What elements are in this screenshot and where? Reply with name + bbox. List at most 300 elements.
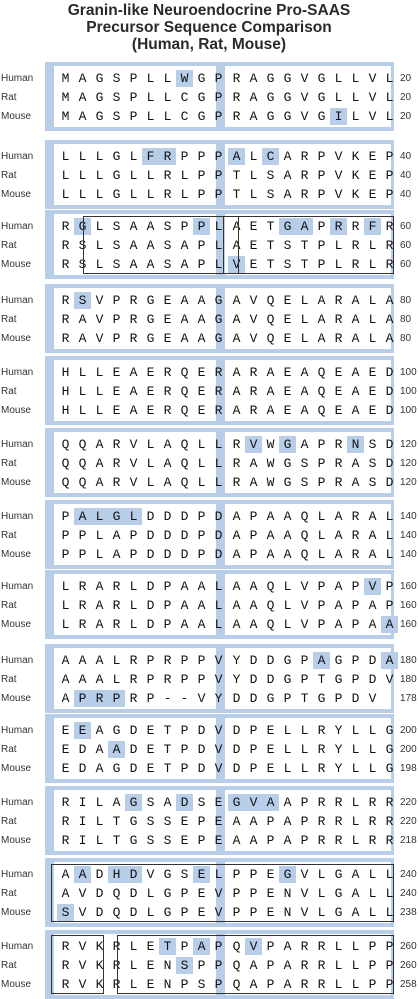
amino-acid: P (197, 958, 206, 973)
amino-acid: D (214, 509, 223, 524)
amino-acid: E (368, 384, 377, 399)
amino-acid: V (129, 437, 138, 452)
amino-acid: L (214, 598, 223, 613)
amino-acid: R (249, 384, 258, 399)
amino-acid: D (197, 723, 206, 738)
amino-acid: P (180, 653, 189, 668)
amino-acid: P (300, 833, 309, 848)
amino-acid: A (180, 238, 189, 253)
amino-acid: A (61, 653, 70, 668)
amino-acid: L (129, 617, 138, 632)
amino-acid: L (146, 456, 155, 471)
amino-acid: K (351, 149, 360, 164)
amino-acid: Q (78, 437, 87, 452)
amino-acid: E (197, 886, 206, 901)
figure-title (0, 2, 418, 53)
amino-acid: L (78, 168, 87, 183)
amino-acid: A (385, 312, 394, 327)
amino-acid: Y (334, 723, 343, 738)
amino-acid: V (146, 867, 155, 882)
amino-acid: L (368, 312, 377, 327)
amino-acid: D (146, 547, 155, 562)
position-number: 160 (400, 600, 417, 611)
amino-acid: A (266, 528, 275, 543)
amino-acid: L (214, 257, 223, 272)
amino-acid: R (368, 795, 377, 810)
amino-acid: V (78, 939, 87, 954)
amino-acid: E (266, 867, 275, 882)
amino-acid: R (300, 187, 309, 202)
amino-acid: E (112, 365, 121, 380)
amino-acid: R (334, 331, 343, 346)
amino-acid: P (180, 742, 189, 757)
amino-acid: Q (266, 293, 275, 308)
amino-acid: A (249, 90, 258, 105)
amino-acid: A (283, 833, 292, 848)
amino-acid: G (317, 71, 326, 86)
amino-acid: D (163, 547, 172, 562)
amino-acid: A (262, 794, 279, 811)
amino-acid: P (351, 598, 360, 613)
amino-acid: P (249, 547, 258, 562)
amino-acid: A (351, 905, 360, 920)
amino-acid: R (129, 331, 138, 346)
alignment-block (0, 930, 418, 999)
amino-acid: V (95, 312, 104, 327)
position-number: 120 (400, 439, 417, 450)
amino-acid: D (385, 403, 394, 418)
amino-acid: P (300, 795, 309, 810)
amino-acid: G (129, 833, 138, 848)
amino-acid: L (112, 653, 121, 668)
amino-acid: D (95, 886, 104, 901)
amino-acid: V (300, 886, 309, 901)
amino-acid: P (232, 867, 241, 882)
amino-acid: L (385, 109, 394, 124)
amino-acid: E (112, 403, 121, 418)
amino-acid: P (249, 761, 258, 776)
amino-acid: L (351, 90, 360, 105)
amino-acid: K (351, 187, 360, 202)
amino-acid: V (129, 475, 138, 490)
amino-acid: P (214, 939, 223, 954)
amino-acid: P (180, 219, 189, 234)
amino-acid: P (266, 833, 275, 848)
amino-acid: L (351, 814, 360, 829)
species-label: Mouse (1, 111, 32, 122)
amino-acid: A (232, 403, 241, 418)
amino-acid: L (129, 598, 138, 613)
position-number: 238 (400, 907, 417, 918)
amino-acid: L (78, 187, 87, 202)
amino-acid: V (300, 598, 309, 613)
amino-acid: P (146, 653, 155, 668)
amino-acid: V (300, 109, 309, 124)
amino-acid: L (95, 384, 104, 399)
amino-acid: L (163, 90, 172, 105)
amino-acid: L (146, 71, 155, 86)
amino-acid: E (197, 384, 206, 399)
amino-acid: P (351, 579, 360, 594)
amino-acid: V (78, 977, 87, 992)
amino-acid: L (385, 90, 394, 105)
amino-acid: H (108, 866, 125, 883)
amino-acid: G (146, 293, 155, 308)
amino-acid: A (78, 312, 87, 327)
amino-acid: E (197, 365, 206, 380)
amino-acid: L (95, 187, 104, 202)
species-label: Mouse (1, 693, 32, 704)
amino-acid: G (334, 653, 343, 668)
amino-acid: G (146, 312, 155, 327)
amino-acid: F (364, 218, 381, 235)
amino-acid: T (163, 761, 172, 776)
amino-acid: P (78, 528, 87, 543)
amino-acid: A (368, 547, 377, 562)
amino-acid: P (317, 219, 326, 234)
amino-acid: E (146, 977, 155, 992)
amino-acid: L (300, 293, 309, 308)
amino-acid: - (163, 691, 172, 706)
amino-acid: P (249, 742, 258, 757)
amino-acid: A (249, 71, 258, 86)
amino-acid: Q (61, 456, 70, 471)
amino-acid: S (300, 456, 309, 471)
amino-acid: R (368, 814, 377, 829)
amino-acid: L (334, 939, 343, 954)
amino-acid: P (197, 833, 206, 848)
amino-acid: P (249, 867, 258, 882)
amino-acid: E (197, 403, 206, 418)
amino-acid: Q (78, 475, 87, 490)
amino-acid: L (317, 509, 326, 524)
amino-acid: A (232, 598, 241, 613)
amino-acid: P (300, 653, 309, 668)
amino-acid: G (125, 794, 142, 811)
amino-acid: L (95, 833, 104, 848)
amino-acid: A (266, 547, 275, 562)
amino-acid: G (266, 71, 275, 86)
amino-acid: S (112, 238, 121, 253)
amino-acid: R (334, 293, 343, 308)
amino-acid: V (368, 109, 377, 124)
position-number: 120 (400, 477, 417, 488)
amino-acid: R (317, 958, 326, 973)
amino-acid: P (163, 598, 172, 613)
amino-acid: D (214, 547, 223, 562)
amino-acid: A (334, 509, 343, 524)
title-line-2: Precursor Sequence Comparison (86, 19, 332, 36)
amino-acid: E (146, 761, 155, 776)
amino-acid: D (129, 723, 138, 738)
amino-acid: A (232, 365, 241, 380)
amino-acid: E (146, 958, 155, 973)
amino-acid: P (317, 475, 326, 490)
amino-acid: P (317, 257, 326, 272)
amino-acid: G (385, 742, 394, 757)
amino-acid: W (266, 475, 275, 490)
amino-acid: D (368, 653, 377, 668)
species-label: Rat (1, 386, 17, 397)
amino-acid: G (317, 109, 326, 124)
amino-acid: V (214, 723, 223, 738)
amino-acid: P (385, 977, 394, 992)
amino-acid: S (163, 238, 172, 253)
amino-acid: E (283, 365, 292, 380)
species-label: Human (1, 797, 34, 808)
amino-acid: V (300, 905, 309, 920)
amino-acid: A (300, 403, 309, 418)
alignment-block (0, 786, 418, 855)
species-label: Rat (1, 530, 17, 541)
amino-acid: A (334, 598, 343, 613)
amino-acid: D (146, 617, 155, 632)
amino-acid: V (95, 293, 104, 308)
amino-acid: R (300, 958, 309, 973)
amino-acid: P (193, 218, 210, 235)
amino-acid: D (163, 509, 172, 524)
amino-acid: S (112, 257, 121, 272)
amino-acid: L (214, 456, 223, 471)
amino-acid: G (163, 886, 172, 901)
amino-acid: A (283, 795, 292, 810)
amino-acid: A (351, 384, 360, 399)
amino-acid: Q (61, 475, 70, 490)
amino-acid: E (283, 312, 292, 327)
amino-acid: V (245, 938, 262, 955)
amino-acid: E (266, 905, 275, 920)
amino-acid: T (163, 742, 172, 757)
amino-acid: A (368, 617, 377, 632)
amino-acid: E (334, 365, 343, 380)
amino-acid: L (180, 168, 189, 183)
amino-acid: Q (232, 958, 241, 973)
amino-acid: D (180, 528, 189, 543)
amino-acid: R (61, 238, 70, 253)
amino-acid: L (368, 867, 377, 882)
amino-acid: L (283, 761, 292, 776)
amino-acid: A (95, 579, 104, 594)
amino-acid: L (385, 886, 394, 901)
amino-acid: I (78, 795, 87, 810)
amino-acid: A (351, 867, 360, 882)
amino-acid: L (163, 71, 172, 86)
amino-acid: L (61, 617, 70, 632)
amino-acid: L (214, 617, 223, 632)
amino-acid: R (351, 257, 360, 272)
position-number: 200 (400, 725, 417, 736)
amino-acid: P (385, 149, 394, 164)
amino-acid: A (129, 257, 138, 272)
amino-acid: V (245, 436, 262, 453)
amino-acid: R (249, 365, 258, 380)
position-number: 140 (400, 530, 417, 541)
amino-acid: L (351, 71, 360, 86)
position-number: 160 (400, 619, 417, 630)
amino-acid: P (180, 149, 189, 164)
amino-acid: A (163, 475, 172, 490)
amino-acid: P (266, 814, 275, 829)
amino-acid: A (249, 617, 258, 632)
amino-acid: G (317, 90, 326, 105)
amino-acid: A (334, 547, 343, 562)
amino-acid: L (334, 90, 343, 105)
species-label: Human (1, 151, 34, 162)
amino-acid: L (146, 109, 155, 124)
amino-acid: P (78, 547, 87, 562)
amino-acid: L (95, 814, 104, 829)
amino-acid: L (95, 403, 104, 418)
position-number: 100 (400, 367, 417, 378)
amino-acid: L (334, 71, 343, 86)
amino-acid: P (334, 691, 343, 706)
amino-acid: T (300, 238, 309, 253)
amino-acid: L (300, 723, 309, 738)
amino-acid: R (112, 475, 121, 490)
amino-acid: E (180, 814, 189, 829)
amino-acid: A (249, 814, 258, 829)
amino-acid: G (95, 109, 104, 124)
amino-acid: G (317, 691, 326, 706)
amino-acid: E (112, 384, 121, 399)
position-number: 40 (400, 151, 412, 162)
amino-acid: V (214, 742, 223, 757)
amino-acid: L (385, 905, 394, 920)
amino-acid: S (146, 795, 155, 810)
amino-acid: E (368, 168, 377, 183)
amino-acid: I (78, 814, 87, 829)
amino-acid: D (95, 867, 104, 882)
amino-acid: - (180, 691, 189, 706)
amino-acid: R (317, 939, 326, 954)
amino-acid: P (317, 187, 326, 202)
position-number: 40 (400, 170, 412, 181)
amino-acid: S (163, 814, 172, 829)
amino-acid: R (129, 691, 138, 706)
alignment-block (0, 210, 418, 279)
position-number: 100 (400, 386, 417, 397)
amino-acid: L (129, 168, 138, 183)
amino-acid: V (214, 905, 223, 920)
amino-acid: P (197, 257, 206, 272)
amino-acid: L (61, 579, 70, 594)
amino-acid: P (146, 691, 155, 706)
amino-acid: R (317, 833, 326, 848)
species-label: Human (1, 295, 34, 306)
amino-acid: R (334, 795, 343, 810)
amino-acid: Y (334, 742, 343, 757)
amino-acid: L (368, 742, 377, 757)
alignment-block (0, 140, 418, 209)
species-label: Human (1, 221, 34, 232)
amino-acid: G (214, 312, 223, 327)
amino-acid: L (197, 456, 206, 471)
amino-acid: C (180, 90, 189, 105)
amino-acid: D (95, 905, 104, 920)
amino-acid: A (129, 219, 138, 234)
alignment-block (0, 428, 418, 497)
amino-acid: A (249, 598, 258, 613)
amino-acid: S (180, 867, 189, 882)
amino-acid: R (232, 90, 241, 105)
amino-acid: P (129, 90, 138, 105)
amino-acid: R (78, 617, 87, 632)
amino-acid: L (61, 149, 70, 164)
amino-acid: L (112, 672, 121, 687)
amino-acid: L (300, 331, 309, 346)
amino-acid: D (146, 528, 155, 543)
position-number: 100 (400, 405, 417, 416)
amino-acid: A (249, 456, 258, 471)
amino-acid: P (317, 149, 326, 164)
amino-acid: E (146, 939, 155, 954)
amino-acid: G (385, 723, 394, 738)
amino-acid: S (78, 257, 87, 272)
amino-acid: R (61, 293, 70, 308)
amino-acid: D (351, 691, 360, 706)
species-label: Human (1, 581, 34, 592)
amino-acid: A (351, 365, 360, 380)
amino-acid: E (193, 866, 210, 883)
amino-acid: P (180, 761, 189, 776)
amino-acid: S (283, 238, 292, 253)
amino-acid: D (232, 742, 241, 757)
amino-acid: V (300, 617, 309, 632)
amino-acid: P (180, 977, 189, 992)
position-number: 180 (400, 674, 417, 685)
amino-acid: W (176, 70, 193, 87)
amino-acid: S (176, 957, 193, 974)
amino-acid: S (197, 795, 206, 810)
amino-acid: L (368, 886, 377, 901)
amino-acid: A (180, 579, 189, 594)
amino-acid: A (197, 617, 206, 632)
amino-acid: C (180, 109, 189, 124)
amino-acid: R (61, 257, 70, 272)
species-label: Mouse (1, 907, 32, 918)
amino-acid: Y (232, 672, 241, 687)
amino-acid: V (214, 653, 223, 668)
amino-acid: P (351, 653, 360, 668)
amino-acid: L (334, 977, 343, 992)
amino-acid: E (266, 723, 275, 738)
amino-acid: A (112, 795, 121, 810)
amino-acid: L (95, 219, 104, 234)
amino-acid: G (283, 90, 292, 105)
alignment-block (0, 644, 418, 713)
amino-acid: L (95, 547, 104, 562)
amino-acid: G (112, 187, 121, 202)
amino-acid: L (368, 905, 377, 920)
amino-acid: D (385, 365, 394, 380)
amino-acid: L (351, 742, 360, 757)
position-number: 20 (400, 111, 412, 122)
position-number: 20 (400, 92, 412, 103)
amino-acid: A (74, 508, 91, 525)
amino-acid: V (214, 672, 223, 687)
amino-acid: L (283, 579, 292, 594)
species-label: Rat (1, 816, 17, 827)
amino-acid: Y (334, 761, 343, 776)
amino-acid: P (129, 109, 138, 124)
amino-acid: P (197, 528, 206, 543)
amino-acid: L (283, 598, 292, 613)
position-number: 60 (400, 259, 412, 270)
amino-acid: E (146, 403, 155, 418)
amino-acid: D (249, 691, 258, 706)
amino-acid: A (78, 672, 87, 687)
amino-acid: P (180, 723, 189, 738)
